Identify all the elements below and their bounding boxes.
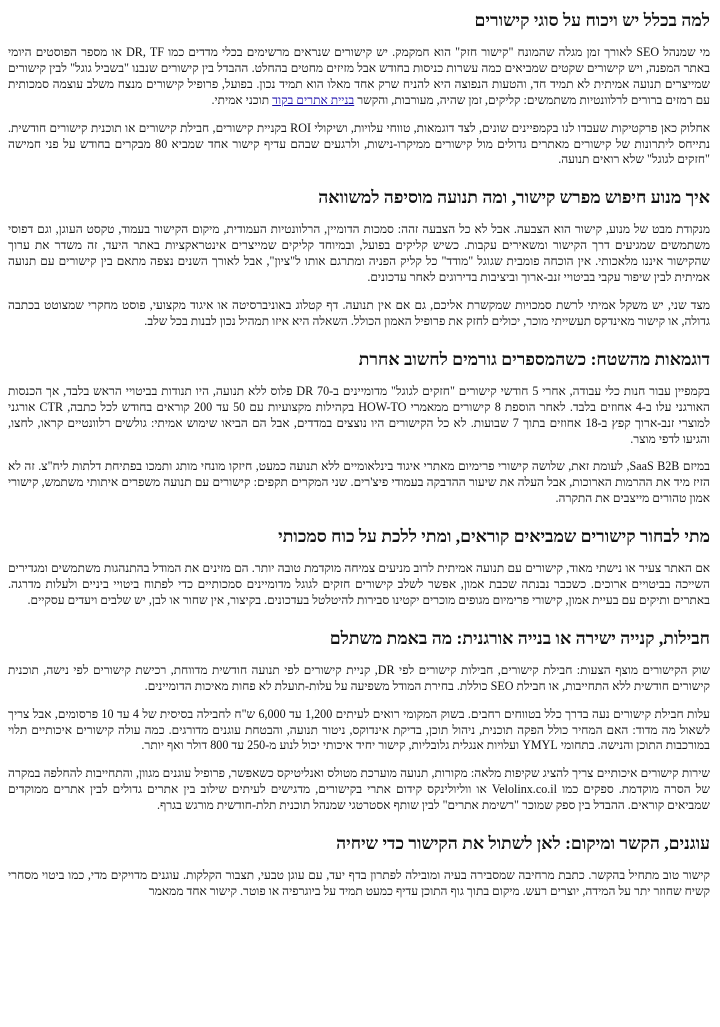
section-why-debate (8, 9, 710, 168)
paragraph: מנקודת מבט של מנוע, קישור הוא הצבעה. אבל לא כל הצבעה זהה: סמכות הדומיין, הרלוונטיות העמודית, מיקום הקישור בעמוד, טקסט העוגן, וגם דפוסי משתמשים שמגיעים דרך הקישור ומשאירים עקבות. כשיש קליקים בפועל, ובמיוחד קליקים שמייצרים אינטראקציות באתר היעד, זה משדר את ערוך שהקישור איננו מלאכותי. אין הוכחה פומבית שגוגל "מודד" כל קליק הפניה ומתרגם אותו ל"ציון", אבל לאורך השנים נצפה מתאם בין קישורים עם תנועה אמיתית לבין שיפור עקבי בביטויי זנב-ארוך וביציבות בדירוגים לאחר עדכונים. (8, 222, 710, 285)
paragraph: מצד שני, יש משקל אמיתי לרשת סמכויות שמקשרת אליכם, גם אם אין תנועה. דף קטלוג באוניברסיטה או איגוד מקצועי, פוסט מחקרי שמצוטט בכתבה גדולה, או קישור מאינדקס תעשייתי מוכר, יכולים לחזק את פרופיל האמון הכולל. השאלה היא איזו תמהיל נכון לבנות בכל שלב. (8, 297, 710, 328)
section-heading: למה בכלל יש ויכוח על סוגי קישורים (474, 10, 710, 30)
paragraph: אחלוק כאן פרקטיקות שעבדו לנו בקמפיינים שונים, לצד דוגמאות, טווחי עלויות, ושיקולי ROI בקניית קישורים, חבילת קישורים או תוכנית קישורים חודשית. נתייחס ליתרונות של קישורים מאתרים גדולים מול קישורים ממיקרו-נישות, ולרגעים שבהם עדיף קישור אחד שמביא 80 מבקרים בחודש על פני חמישה "חזקים לגוגל" שלא רואים תנועה. (8, 120, 711, 167)
section-packages (8, 627, 710, 814)
paragraph-text: תוכני אמיתי. (211, 92, 273, 107)
section-heading: דוגמאות מהשטח: כשהמספרים גורמים לחשוב אחרת (358, 348, 710, 369)
section-heading: חבילות, קנייה ישירה או בנייה אורגנית: מה באמת משתלם (329, 627, 710, 648)
paragraph: שירות קישורים איכותיים צריך להציג שקיפות מלאה: מקורות, תנועה מוערכת מטולס ואנליטיקס כשאפשר, פרופיל עוגנים מגוון, והתחייבות להחלפה במקרה של הסרה מוקדמת. ספקים כמו Velolinx.co.il או ווליולינקס קידום אתרי בקישורים, מדגישים לעיתים שילוב בין אתרים גדולים לבין אתרים ממוקדים שמביאים קוראים. ההבדל בין ספק שמוכר "רשימת אתרים" לבין שותף אסטרטגי שמנהל תוכנית תלת-חודשית מורגש בגרף. (8, 766, 710, 813)
paragraph: אם האתר צעיר או נישתי מאוד, קישורים עם תנועה אמיתית לרוב מניעים צמיחה מוקדמת טובה יותר. הם מזינים את המודל בהתנהגות משתמשים ומגדירים השייכה בביטויים ארוכים. כשכבר נבנתה שכבת אמון, אפשר לשלב קישורים חזקים לגוגל מדומיינים סמכותיים כדי לפתוח ביטויי ביניים ולעלות מדרגה. באתרים ותיקים עם בעיית אמון, קישורי פרימיום מגופים מוכרים יקטינו סבירות להיטלטל בעדכונים. בקיצור, אין שחור או לבן, יש שלבים ויעדים עסקיים. (8, 561, 710, 607)
section-when-to-choose (8, 525, 710, 609)
paragraph: קישור טוב מתחיל בהקשר. כתבת מרחיבה שמסבירה בעיה ומובילה לפתרון בדף יעד, עם עוגן טבעי, תצבור הקלקות. עוגנים מדויקים מדי, כמו ביטוי מסחרי קשיח שחוזר יתר על המידה, יוצרים רעש. מיקום בתוך גוף התוכן עדיף כמעט תמיד על ביוגרפיה או פוטר. קישור אחד ממאמר (8, 868, 710, 898)
paragraph: בקמפיין עבור חנות כלי עבודה, אחרי 5 חודשי קישורים "חזקים לגוגל" מדומיינים ב-DR 70 פלוס ללא תנועה, היו תנודות בביטויי הראש בלבד, אך הכנסות האורגני עלו ב-4 אחוזים בלבד. לאחר הוספת 8 קישורים ממאמרי HOW-TO בקהילות מקצועיות עם 50 עד 200 קוראים בחודש לכל כתבה, CTR אורגני למוצרי זנב-ארוך קפץ ב-18 אחוזים בתוך 7 שבועות. לא כל הקישורים היו נוצצים במדדים, אבל הם הביאו שימוש אמיתי: גולשים רלוונטיים קראו, לחצו, והגיעו לדפי מוצר. (8, 383, 711, 446)
paragraph (8, 45, 710, 109)
section-field-examples (8, 348, 710, 507)
paragraph: שוק הקישורים מוצף הצעות: חבילת קישורים, חבילות קישורים לפי DR, קניית קישורים לפי תנועה חודשית מדווחת, רכישת קישורים לפי נישה, תוכנית קישורים חודשית ללא התחייבות, או חבילת SEO כוללת. בחירת המודל משפיעה על עלות-תועלת לא פחות מאיכות הדומיינים. (8, 662, 710, 693)
section-heading: מתי לבחור קישורים שמביאים קוראים, ומתי ללכת על כוח סמכותי (278, 526, 710, 547)
paragraph: במיזם SaaS B2B, לעומת זאת, שלושה קישורי פרימיום מאתרי איגוד בינלאומיים ללא תנועה כמעט, חיזקו מונחי מותג ותמכו בפתיחת דלתות ליח"צ. זה לא הזיז מיד את ההרמות הארוכות, אבל העלה את שיעור ההדבקה בעמודי פיצ'רים. שני המקרים תקפים: קישורים עם תנועה משפרים איתותי משתמש, קישורי אמון טהורים מייצבים את התקרה. (8, 459, 710, 506)
section-anchors (8, 832, 710, 900)
article (0, 9, 720, 900)
section-search-engine (8, 186, 710, 329)
paragraph: עלות חבילת קישורים נעה בדרך כלל בטווחים רחבים. בשוק המקומי רואים לעיתים 1,200 עד 6,000 ש"ח לחבילה בסיסית של 4 עד 10 פרסומים, אבל צריך לשאול מה מדוד: האם המחיר כולל הפקה תוכנית, ניהול תוכן, בדיקת אינדוקס, ניטור תנועה, והבטחת עוגנים מדורגים. כמה עולה קישורים איכותיים תלוי במורכבות התוכן והנישה. בתחומי YMYL ועלויות אנגלית גלובליות, קישור יחיד איכותי יכול לנוע מ-250 עד 800 דולר ואף יותר. (8, 706, 710, 753)
inline-link[interactable]: בניית אתרים בקוד (272, 92, 355, 107)
section-heading: איך מנוע חיפוש מפרש קישור, ומה תנועה מוסיפה למשוואה (318, 187, 710, 208)
section-heading: עוגנים, הקשר ומיקום: לאן לשתול את הקישור כדי שיחיה (336, 833, 710, 854)
paragraph-text: מי שמנהל SEO לאורך זמן מגלה שהמונח "קישור חזק" הוא חמקמק. יש קישורים שנראים מרשימים בכלי מדדים כמו DR, TF או מספר הפוסטים היומי באתר המפנה, ויש קישורים שקטים שמביאים כמה עשרות כניסות בחודש אבל מזיזים מחטים בהחלט. ההבדל בין קישורים שנבנו "בשביל גוגל" לבין קישורים שמייצרים תנועה אמיתית לא תמיד חד, והטעות הנפוצה היא להניח שרק אחד מאלו הוא תמיד נכון. בפועל, פרופיל קישורים מנצח משלב עוצמה סמכותית עם רמזים ברורים לרלוונטיות משתמשים: קליקים, זמן שהיה, מעורבות, והקשר (8, 45, 710, 107)
